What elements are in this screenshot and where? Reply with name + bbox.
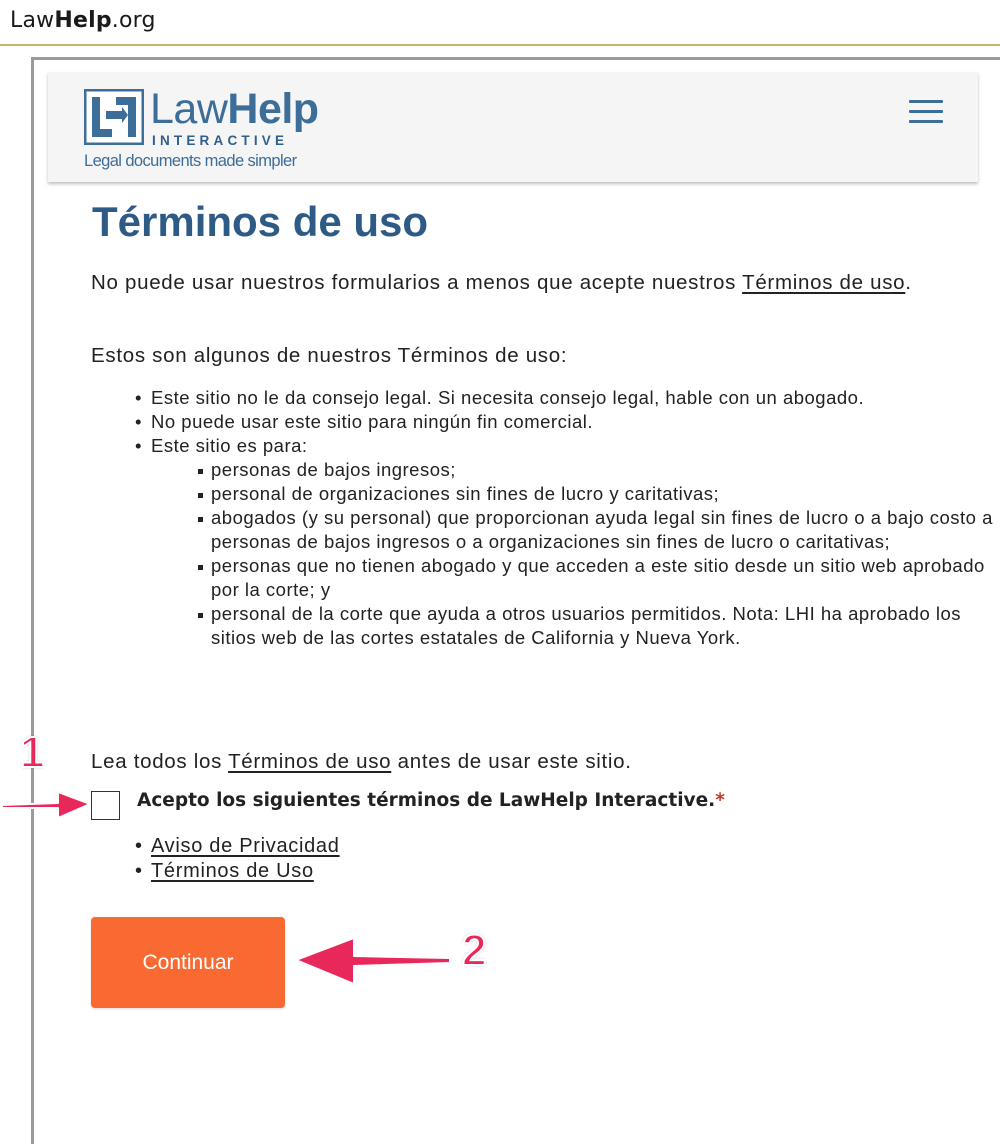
required-asterisk: *: [715, 790, 725, 811]
app-header: [48, 72, 978, 182]
intro-end: .: [905, 271, 912, 294]
terms-of-use-link-3[interactable]: Términos de Uso: [151, 860, 314, 882]
list-item: personal de organizaciones sin fines de lucro y caritativas;: [211, 482, 1000, 506]
accept-terms-checkbox[interactable]: [91, 791, 120, 820]
terms-of-use-link-2[interactable]: Términos de uso: [228, 750, 392, 773]
brand-prefix: Law: [10, 8, 55, 33]
audience-list: [151, 458, 1000, 650]
logo-mark-icon: [84, 89, 144, 145]
step-1-marker: 1: [20, 728, 45, 777]
terms-of-use-link[interactable]: Términos de uso: [742, 271, 906, 294]
terms-list: [91, 386, 1000, 650]
list-item: • Este sitio no le da consejo legal. Si necesita consejo legal, hable con un abogado.: [151, 386, 1000, 410]
logo-help: Help: [227, 85, 319, 133]
lawhelp-interactive-logo[interactable]: [84, 85, 344, 170]
list-item: personas que no tienen abogado y que acceden a este sitio desde un sitio web aprobado por la corte; y: [211, 554, 1000, 602]
policy-links: [91, 834, 340, 884]
brand-suffix: .org: [111, 8, 156, 33]
hamburger-line: [909, 120, 943, 123]
intro-text: No puede usar nuestros formularios a menos que acepte nuestros: [91, 271, 743, 294]
continue-button[interactable]: Continuar: [91, 917, 285, 1008]
brand-bold: Help: [54, 8, 112, 33]
list-item: abogados (y su personal) que proporcionan ayuda legal sin fines de lucro o a bajo costo a personas de bajos ingresos o a organizaciones sin fines de lucro o caritativas;: [211, 506, 1000, 554]
logo-tagline: Legal documents made simpler: [84, 152, 297, 170]
step-2-marker: 2: [462, 926, 487, 975]
list-item: • No puede usar este sitio para ningún fin comercial.: [151, 410, 1000, 434]
logo-law: Law: [150, 85, 228, 133]
hamburger-line: [909, 110, 943, 113]
read-text: Lea todos los: [91, 750, 229, 773]
accept-text: Acepto los siguientes términos de LawHelp Interactive.: [137, 790, 716, 811]
app-screenshot-frame: [31, 57, 1000, 1144]
hamburger-line: [909, 100, 943, 103]
list-item: [151, 859, 340, 884]
arrow-left-icon: [292, 930, 452, 988]
read-text-end: antes de usar este sitio.: [391, 750, 632, 773]
hamburger-menu-icon[interactable]: [909, 100, 943, 124]
list-item: personas de bajos ingresos;: [211, 458, 1000, 482]
lawhelp-org-brand[interactable]: [10, 8, 156, 33]
list-item: [151, 434, 1000, 650]
accept-terms-label[interactable]: [137, 790, 725, 811]
logo-interactive: INTERACTIVE: [152, 133, 289, 148]
list-item-label: Este sitio es para:: [151, 435, 308, 456]
intro-paragraph: [91, 269, 946, 296]
list-item: [151, 834, 340, 859]
read-terms-paragraph: [91, 748, 632, 775]
page-title: Términos de uso: [92, 198, 429, 245]
list-item: personal de la corte que ayuda a otros usuarios permitidos. Nota: LHI ha aprobado los sitios web de las cortes estatales de California y Nueva York.: [211, 602, 1000, 650]
list-intro: Estos son algunos de nuestros Términos de uso:: [91, 344, 568, 367]
logo-wordmark: [150, 85, 319, 134]
privacy-notice-link[interactable]: Aviso de Privacidad: [151, 835, 340, 857]
site-header: [0, 0, 1000, 46]
arrow-right-icon: [0, 786, 92, 826]
